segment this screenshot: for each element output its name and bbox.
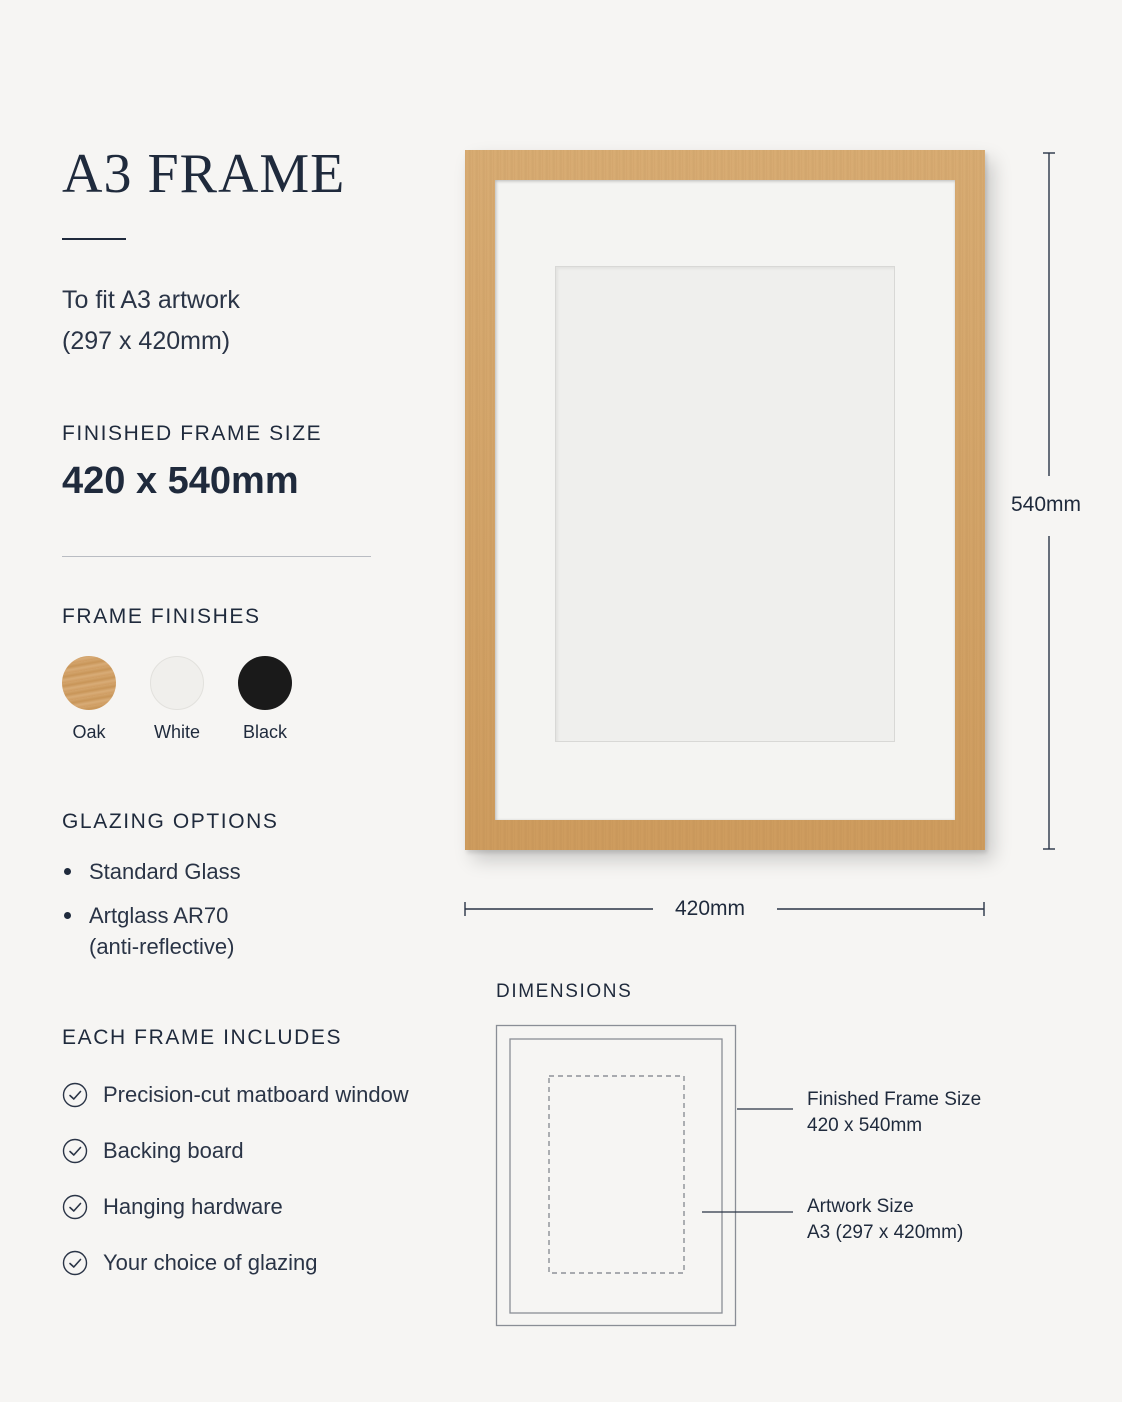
include-item: [62, 1136, 244, 1166]
finished-size-label: FINISHED FRAME SIZE: [62, 422, 323, 445]
matboard-window: [555, 266, 895, 742]
check-circle-icon: [62, 1082, 88, 1108]
include-item-label: Your choice of glazing: [103, 1250, 318, 1275]
artwork-size-annotation-title: Artwork Size: [807, 1196, 914, 1217]
section-divider: [62, 556, 371, 557]
fit-description: [62, 280, 240, 362]
title-underline: [62, 238, 126, 240]
height-dimension-label: 540mm: [1011, 493, 1082, 516]
include-item-label: Hanging hardware: [103, 1194, 283, 1219]
width-dimension-label: 420mm: [675, 897, 746, 920]
includes-label: EACH FRAME INCLUDES: [62, 1026, 343, 1049]
page-title: A3 FRAME: [62, 143, 346, 205]
glazing-options-label: GLAZING OPTIONS: [62, 810, 279, 833]
finish-label-oak: Oak: [72, 722, 106, 742]
glazing-option-sublabel: (anti-reflective): [89, 934, 235, 959]
include-item-label: Precision-cut matboard window: [103, 1082, 409, 1107]
finish-swatch-black[interactable]: [238, 656, 292, 710]
bullet-icon: [64, 868, 71, 875]
dimensions-diagram: [495, 1024, 797, 1330]
finished-size-annotation-value: 420 x 540mm: [807, 1115, 923, 1136]
include-item-label: Backing board: [103, 1138, 244, 1163]
include-item: [62, 1080, 409, 1110]
finished-size-annotation: [807, 1087, 981, 1139]
artwork-size-annotation: [807, 1194, 963, 1246]
finished-size-value: 420 x 540mm: [62, 460, 299, 502]
glazing-option: [62, 900, 241, 962]
fit-line-2: (297 x 420mm): [62, 327, 231, 355]
check-circle-icon: [62, 1250, 88, 1276]
include-item: [62, 1248, 317, 1278]
check-circle-icon: [62, 1138, 88, 1164]
glazing-options-list: [62, 856, 241, 962]
glazing-option-label: Artglass AR70: [89, 903, 229, 928]
artwork-size-annotation-value: A3 (297 x 420mm): [807, 1222, 964, 1243]
finish-label-white: White: [153, 722, 200, 742]
include-item: [62, 1192, 283, 1222]
glazing-option-label: Standard Glass: [89, 859, 241, 884]
frame-finishes-label: FRAME FINISHES: [62, 605, 261, 628]
dimensions-label: DIMENSIONS: [496, 981, 633, 1002]
finish-swatch-oak[interactable]: [62, 656, 116, 710]
finish-swatch-white[interactable]: [150, 656, 204, 710]
glazing-option: [62, 856, 241, 887]
finish-label-black: Black: [242, 722, 287, 742]
check-circle-icon: [62, 1194, 88, 1220]
bullet-icon: [64, 912, 71, 919]
fit-line-1: To fit A3 artwork: [62, 286, 240, 314]
finished-size-annotation-title: Finished Frame Size: [807, 1089, 982, 1110]
